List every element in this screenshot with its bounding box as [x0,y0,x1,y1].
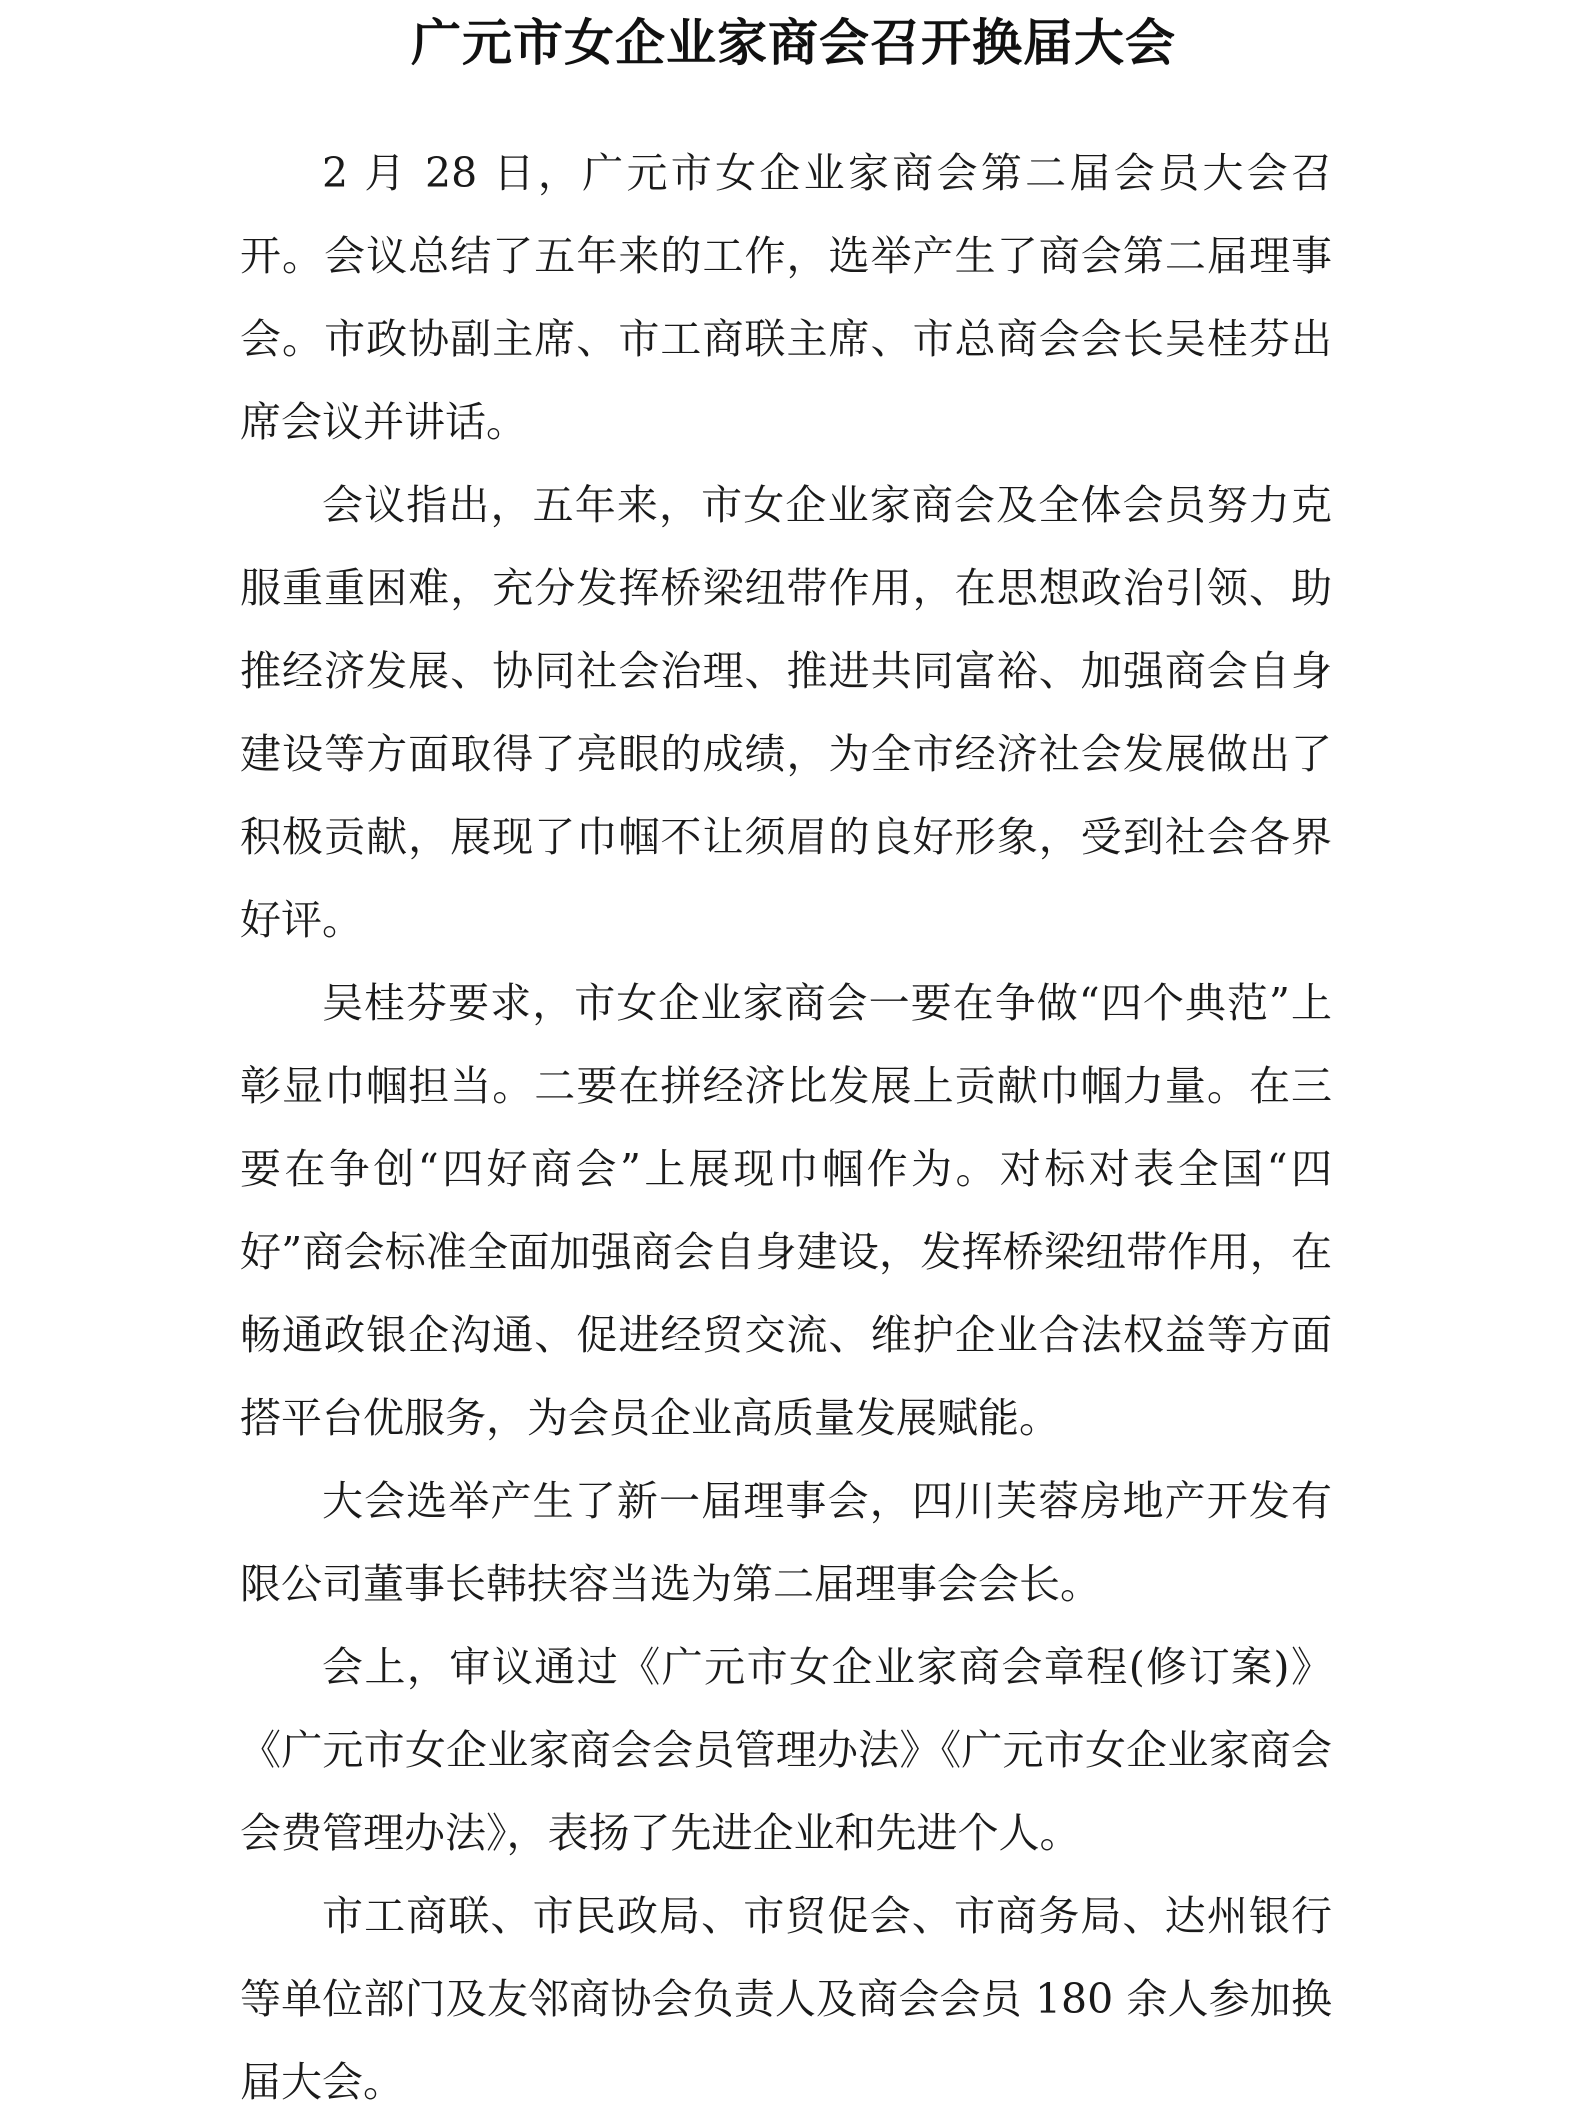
paragraph-2: 会议指出，五年来，市女企业家商会及全体会员努力克服重重困难，充分发挥桥梁纽带作用，在思想政治引领、助推经济发展、协同社会治理、推进共同富裕、加强商会自身建设等方面取得了亮眼的成绩，为全市经济社会发展做出了积极贡献，展现了巾帼不让须眉的良好形象，受到社会各界好评。 [240,481,1332,944]
paragraph-5: 会上，审议通过《广元市女企业家商会章程(修订案)》《广元市女企业家商会会员管理办法》《广元市女企业家商会会费管理办法》，表扬了先进企业和先进个人。 [240,1643,1332,1857]
paragraph-3: 吴桂芬要求，市女企业家商会一要在争做“四个典范”上彰显巾帼担当。二要在拼经济比发展上贡献巾帼力量。在三要在争创“四好商会”上展现巾帼作为。对标对表全国“四好”商会标准全面加强商会自身建设，发挥桥梁纽带作用，在畅通政银企沟通、促进经贸交流、维护企业合法权益等方面搭平台优服务，为会员企业高质量发展赋能。 [240,979,1332,1442]
paragraph-4: 大会选举产生了新一届理事会，四川芙蓉房地产开发有限公司董事长韩扶容当选为第二届理事会会长。 [240,1477,1332,1608]
article-title: 广元市女企业家商会召开换届大会 [411,13,1176,72]
paragraph-6: 市工商联、市民政局、市贸促会、市商务局、达州银行等单位部门及友邻商协会负责人及商会会员 180 余人参加换届大会。 [240,1892,1332,2106]
article-body [240,132,1332,2124]
paragraph-1: 2 月 28 日，广元市女企业家商会第二届会员大会召开。会议总结了五年来的工作，选举产生了商会第二届理事会。市政协副主席、市工商联主席、市总商会会长吴桂芬出席会议并讲话。 [240,149,1332,446]
